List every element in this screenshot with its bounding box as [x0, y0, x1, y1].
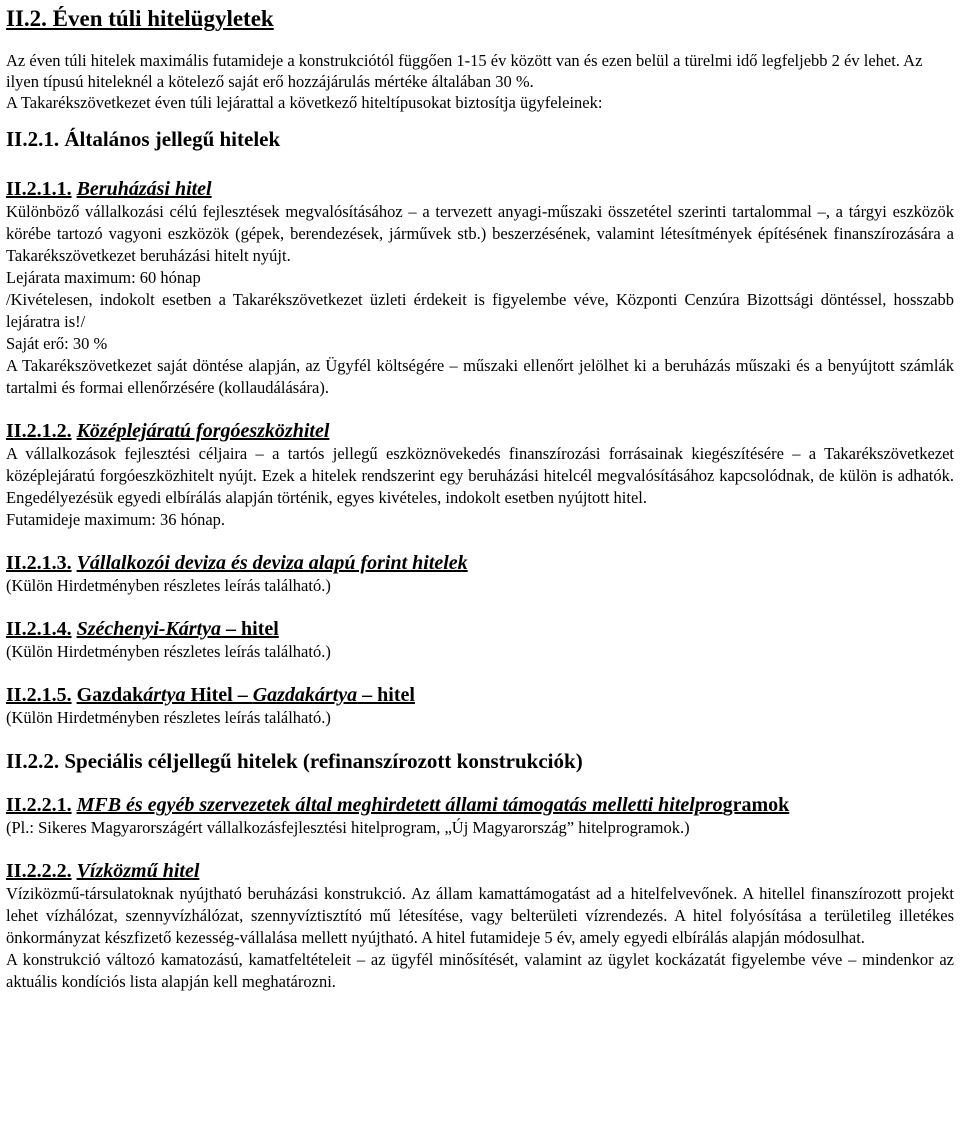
- section-heading-2-2-1: II.2.1. Általános jellegű hitelek: [6, 127, 281, 151]
- section-title: Középlejáratú forgóeszközhitel: [76, 420, 330, 442]
- section-heading-2-2-1-5: [6, 683, 954, 707]
- page-title: II.2. Éven túli hitelügyletek: [6, 6, 274, 31]
- paragraph: Víziközmű-társulatoknak nyújtható beruházási konstrukció. Az állam kamattámogatást ad a hitelfelvevőnek. A hitellel finanszírozott projekt lehet vízhálózat, szennyvízhálózat, szennyvíztisztító mű létesítése, vagy belterületi vízrendezés. A hitel folyósítása a területileg illetékes önkormányzat készfizető kezesség-vállalása mellett nyújtható. A hitel futamideje 5 év, amely egyedi elbírálás alapján módosulhat.: [6, 884, 954, 947]
- section-heading-2-2-1-2: [6, 419, 954, 443]
- paragraph: Saját erő: 30 %: [6, 334, 108, 353]
- intro-paragraph-2: A Takarékszövetkezet éven túli lejárattal a következő hiteltípusokat biztosítja ügyfeleinek:: [6, 93, 603, 112]
- section-number: II.2.1.3.: [6, 552, 72, 574]
- section-heading-2-2-2-2: [6, 859, 954, 883]
- section-title: Vállalkozói deviza és deviza alapú forint hitelek: [76, 552, 468, 574]
- section-title: Beruházási hitel: [76, 178, 212, 200]
- section-title-part: ártya: [143, 684, 186, 706]
- section-title-part: Gazdakártya: [252, 684, 358, 706]
- section-title-part: – hitel: [357, 684, 415, 706]
- section-number: II.2.1.5.: [6, 684, 72, 706]
- section-heading-2-2-1-3: [6, 551, 954, 575]
- section-number: II.2.2.1.: [6, 794, 72, 816]
- section-heading-2-2-2: II.2.2. Speciális céljellegű hitelek (refinanszírozott konstrukciók): [6, 749, 583, 773]
- section-heading-2-2-2-1: [6, 793, 954, 817]
- section-heading-2-2-1-1: [6, 177, 954, 201]
- section-title-italic: MFB és egyéb szervezetek által meghirdetett állami támogatás melletti hitelpro: [76, 794, 723, 816]
- section-title-rest: gramok: [722, 794, 790, 816]
- section-title-italic: Széchenyi-Kártya: [76, 618, 222, 640]
- section-title-rest: – hitel: [221, 618, 279, 640]
- paragraph: A konstrukció változó kamatozású, kamatfeltételeit – az ügyfél minősítését, valamint az ügylet kockázatát figyelembe véve – mindenkor az aktuális kondíciós lista alapján kell meghatározni.: [6, 950, 954, 991]
- section-note: (Külön Hirdetményben részletes leírás található.): [6, 642, 331, 661]
- paragraph: A vállalkozások fejlesztési céljaira – a tartós jellegű eszköznövekedés finanszírozási forrásainak kiegészítésére – a Takarékszövetkezet középlejáratú forgóeszközhitelt nyújt. Ezek a hitelek rendszerint egy beruházási hitelcél megvalósításához kapcsolódnak, de külön is adhatók. Engedélyezésük egyedi elbírálás alapján történik, egyes kivételes, indokolt esetben nyújtott hitel.: [6, 444, 954, 507]
- section-heading-2-2-1-4: [6, 617, 954, 641]
- section-note: (Pl.: Sikeres Magyarországért vállalkozásfejlesztési hitelprogram, „Új Magyarország” hitelprogramok.): [6, 818, 690, 837]
- section-number: II.2.2.2.: [6, 860, 72, 882]
- section-note: (Külön Hirdetményben részletes leírás található.): [6, 708, 331, 727]
- intro-paragraph-1: Az éven túli hitelek maximális futamideje a konstrukciótól függően 1-15 év között van és ezen belül a türelmi idő legfeljebb 2 év lehet. Az ilyen típusú hiteleknél a kötelező saját erő hozzájárulás mértéke általában 30 %.: [6, 51, 923, 91]
- section-number: II.2.1.4.: [6, 618, 72, 640]
- section-number: II.2.1.1.: [6, 178, 72, 200]
- paragraph: /Kivételesen, indokolt esetben a Takarékszövetkezet üzleti érdekeit is figyelembe véve, Központi Cenzúra Bizottsági döntéssel, hosszabb lejáratra is!/: [6, 290, 954, 331]
- section-title-part: Hitel –: [185, 684, 253, 706]
- section-number: II.2.1.2.: [6, 420, 72, 442]
- paragraph: Futamideje maximum: 36 hónap.: [6, 510, 226, 529]
- section-title: Vízközmű hitel: [76, 860, 200, 882]
- section-title-part: Gazdak: [76, 684, 144, 706]
- paragraph: Lejárata maximum: 60 hónap: [6, 268, 201, 287]
- paragraph: Különböző vállalkozási célú fejlesztések megvalósításához – a tervezett anyagi-műszaki összetétel szerinti tartalommal –, a tárgyi eszközök körébe tartozó vagyoni eszközök (gépek, berendezések, járművek stb.) beszerzésének, valamint létesítmények építésének finanszírozására a Takarékszövetkezet beruházási hitelt nyújt.: [6, 202, 954, 265]
- paragraph: A Takarékszövetkezet saját döntése alapján, az Ügyfél költségére – műszaki ellenőrt jelölhet ki a beruházás műszaki és a benyújtott számlák tartalmi és formai ellenőrzésére (kollaudálására).: [6, 356, 954, 397]
- section-note: (Külön Hirdetményben részletes leírás található.): [6, 576, 331, 595]
